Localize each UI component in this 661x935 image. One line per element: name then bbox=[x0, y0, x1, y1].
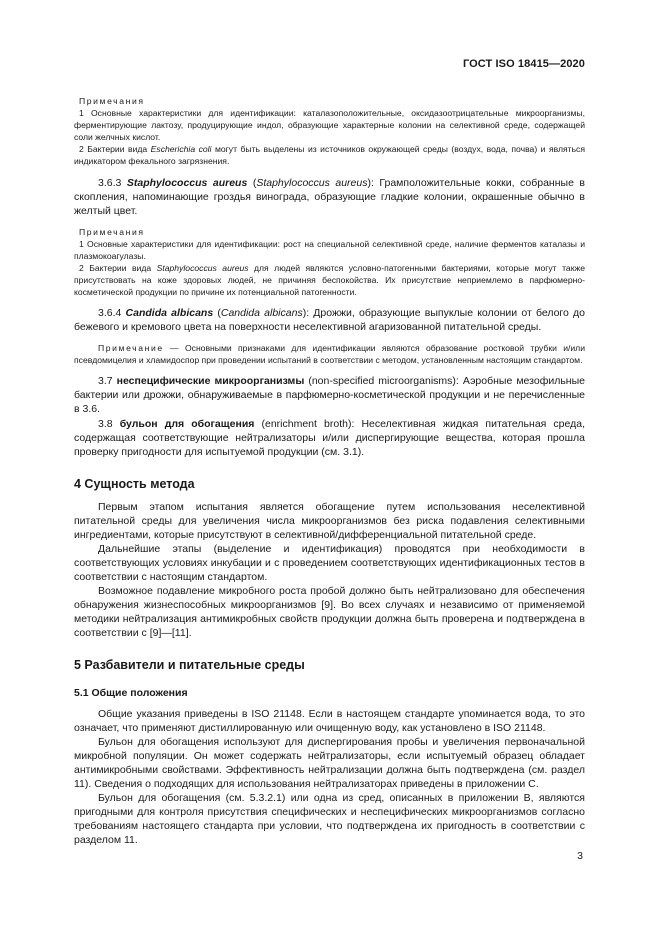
clause-number: 3.6.4 bbox=[98, 307, 126, 319]
note-3 bbox=[74, 342, 585, 366]
term: неспецифические микроорганизмы bbox=[116, 375, 305, 387]
term: Staphylococcus aureus bbox=[126, 177, 248, 189]
page-body bbox=[74, 95, 585, 847]
notes-heading: Примечания bbox=[79, 227, 145, 237]
note-2 bbox=[74, 143, 585, 167]
note-text: 2 Бактерии вида bbox=[79, 263, 157, 273]
clause-number: 3.6.3 bbox=[98, 177, 127, 189]
paren-open: ( bbox=[213, 307, 221, 319]
standard-header: ГОСТ ISO 18415—2020 bbox=[462, 58, 585, 70]
term: бульон для обогащения bbox=[119, 418, 255, 430]
definition: (non-specified microorganisms): Аэробные мезофильные бактерии или дрожжи, обнаруживаемые в парфюмерно-косметической продукции и не перечисленные в 3.6. bbox=[74, 375, 585, 415]
definition: ): Дрожжи, образующие выпуклые колонии от белого до бежевого и кремового цвета на поверхности неселективной агаризованной питательной среды. bbox=[74, 307, 586, 333]
section-4-para-2: Дальнейшие этапы (выделение и идентификация) проводятся при необходимости в соответствующих условиях инкубации и с проведением соответствующих идентификационных тестов в соответствии с настоящим стандартом. bbox=[74, 543, 585, 583]
notes-heading: Примечания bbox=[79, 96, 145, 106]
page-number: 3 bbox=[577, 850, 583, 862]
notes-block-2 bbox=[74, 226, 585, 298]
note-text: — Основными признаками для идентификации являются образование ростковой трубки и/или псевдомицелия и хламидоспор при проведении испытаний в соответствии с методом, установленным настоящим стандартом. bbox=[74, 343, 585, 365]
section-4-para-1: Первым этапом испытания является обогащение путем использования неселективной питательной среды для увеличения числа микроорганизмов без риска подавления селективными ингредиентами, которые присутствуют в селективной/дифференциальной питательной среде. bbox=[74, 501, 585, 541]
species-name: Escherichia coli bbox=[150, 144, 212, 154]
latin-term: Staphylococcus aureus bbox=[256, 177, 368, 189]
note-1: 1 Основные характеристики для идентификации: рост на специальной селективной среде, наличие ферментов каталазы и плазмокоагулазы. bbox=[74, 239, 585, 261]
clause-3-8 bbox=[74, 417, 585, 459]
note-2 bbox=[74, 262, 585, 298]
definition: (enrichment broth): Неселективная жидкая питательная среда, содержащая соответствующие нейтрализаторы и/или диспергирующие вещества, которая прошла проверку пригодности для испытуемой продукции (см. 3.1). bbox=[74, 418, 586, 458]
clause-3-6-4 bbox=[74, 306, 585, 334]
clause-number: 3.8 bbox=[98, 418, 120, 430]
notes-block-1 bbox=[74, 95, 585, 167]
latin-term: Candida albicans bbox=[220, 307, 303, 319]
note-heading: Примечание bbox=[98, 343, 164, 353]
section-5-para-3: Бульон для обогащения (см. 5.3.2.1) или одна из сред, описанных в приложении В, являются пригодными для контроля присутствия специфических и неспецифических микроорганизмов согласно требованиям настоящего стандарта при условии, что подтверждена их пригодность в соответствии с разделом 11. bbox=[74, 792, 585, 846]
term: Candida albicans bbox=[125, 307, 214, 319]
note-text: 2 Бактерии вида bbox=[79, 144, 151, 154]
section-5-title: 5 Разбавители и питательные среды bbox=[74, 658, 305, 672]
paren-open: ( bbox=[247, 177, 257, 189]
section-4-title: 4 Сущность метода bbox=[74, 477, 195, 491]
clause-3-7 bbox=[74, 374, 585, 416]
clause-3-6-3 bbox=[74, 176, 585, 218]
note-text: для людей являются условно-патогенными бактериями, которые могут также присутствовать на коже здоровых людей, не причиняя беспокойства. Их присутствие неприемлемо в парфюмерно-косметической продукции по причине их потенциальной патогенности. bbox=[74, 263, 585, 297]
note-text: могут быть выделены из источников окружающей среды (воздух, вода, почва) и являться индикатором фекального загрязнения. bbox=[74, 144, 585, 166]
section-5-para-1: Общие указания приведены в ISO 21148. Если в настоящем стандарте упоминается вода, то это означает, что применяют дистиллированную или очищенную воду, как установлено в ISO 21148. bbox=[74, 708, 585, 734]
section-4-para-3: Возможное подавление микробного роста пробой должно быть нейтрализовано для обеспечения обнаружения жизнеспособных микроорганизмов [9]. Во всех случаях и независимо от применяемой методики нейтрализация антимикробных свойств продукции должна быть проверена и подтверждена в соответствии с [9]—[11]. bbox=[74, 585, 585, 639]
note-1: 1 Основные характеристики для идентификации: каталазоположительные, оксидазоотрицательные микроорганизмы, ферментирующие лактозу, продуцирующие индол, образующие характерные колонии на селективной среде, содержащей соли желчных кислот. bbox=[74, 108, 585, 142]
section-5-para-2: Бульон для обогащения используют для диспергирования пробы и увеличения первоначальной микробной популяции. Он может содержать нейтрализаторы, если испытуемый образец обладает антимикробными свойствами. Эффективность нейтрализации должна быть подтверждена (см. раздел 11). Сведения о подходящих для использования нейтрализаторах приведены в приложении С. bbox=[74, 736, 585, 790]
clause-number: 3.7 bbox=[98, 375, 117, 387]
subsection-5-1-title: 5.1 Общие положения bbox=[74, 687, 188, 699]
definition: ): Грамположительные кокки, собранные в скопления, напоминающие гроздья винограда, образующие гладкие колонии, окрашенные обычно в желтый цвет. bbox=[74, 177, 585, 217]
species-name: Staphylococcus aureus bbox=[156, 263, 249, 273]
